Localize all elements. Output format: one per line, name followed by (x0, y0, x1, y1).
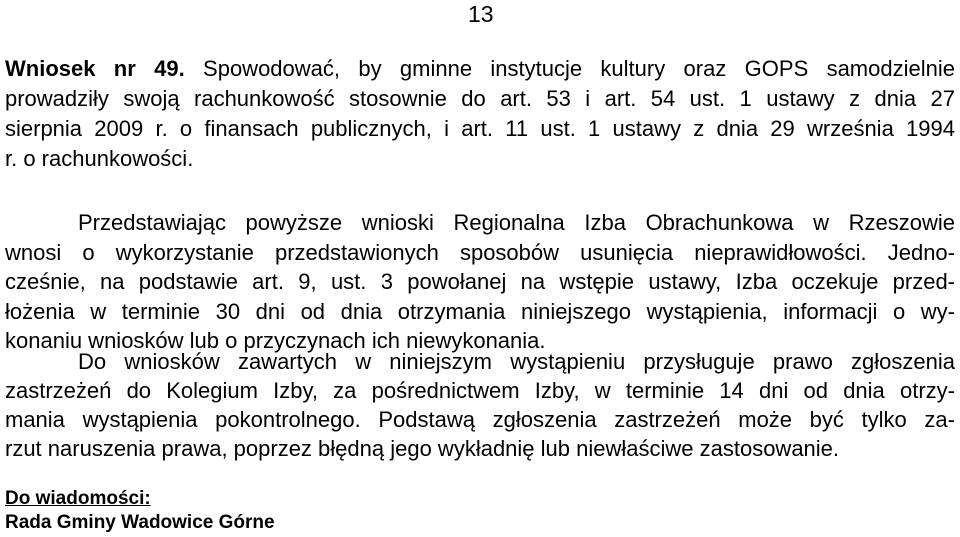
conclusion-line-4: r. o rachunkowości. (5, 146, 194, 171)
page-number: 13 (468, 1, 494, 27)
conclusion-text-1: Spowodować, by gminne instytucje kultury oraz GOPS samodzielnie (184, 56, 955, 81)
paragraph1-line-2: wnosi o wykorzystanie przedstawionych sposobów usunięcia nieprawidłowości. Jedno- (5, 240, 955, 265)
paragraph2-line-4: rzut naruszenia prawa, poprzez błędną jego wykładnię lub niewłaściwe zastosowanie. (5, 436, 840, 461)
paragraph1-line-5: konaniu wniosków lub o przyczynach ich niewykonania. (5, 328, 546, 353)
paragraph2-line-2: zastrzeżeń do Kolegium Izby, za pośrednictwem Izby, w terminie 14 dni od dnia otrzy- (5, 378, 955, 403)
conclusion-line-3: sierpnia 2009 r. o finansach publicznych, i art. 11 ust. 1 ustawy z dnia 29 września 1994 (5, 116, 955, 141)
paragraph1-line-4: łożenia w terminie 30 dni od dnia otrzymania niniejszego wystąpienia, informacji o wy- (5, 299, 955, 324)
distribution-heading: Do wiadomości: (5, 488, 151, 509)
paragraph1-line-1: Przedstawiając powyższe wnioski Regionalna Izba Obrachunkowa w Rzeszowie (78, 210, 955, 235)
paragraph1-line-3: cześnie, na podstawie art. 9, ust. 3 powołanej na wstępie ustawy, Izba oczekuje przed- (5, 269, 955, 294)
conclusion-label: Wniosek nr 49. (5, 56, 185, 81)
conclusion-line-1 (5, 56, 955, 82)
conclusion-line-2: prowadziły swoją rachunkowość stosownie do art. 53 i art. 54 ust. 1 ustawy z dnia 27 (5, 86, 955, 111)
paragraph2-line-3: mania wystąpienia pokontrolnego. Podstawą zgłoszenia zastrzeżeń może być tylko za- (5, 407, 955, 432)
paragraph2-line-1: Do wniosków zawartych w niniejszym wystąpieniu przysługuje prawo zgłoszenia (78, 349, 955, 374)
distribution-recipient: Rada Gminy Wadowice Górne (5, 512, 275, 533)
